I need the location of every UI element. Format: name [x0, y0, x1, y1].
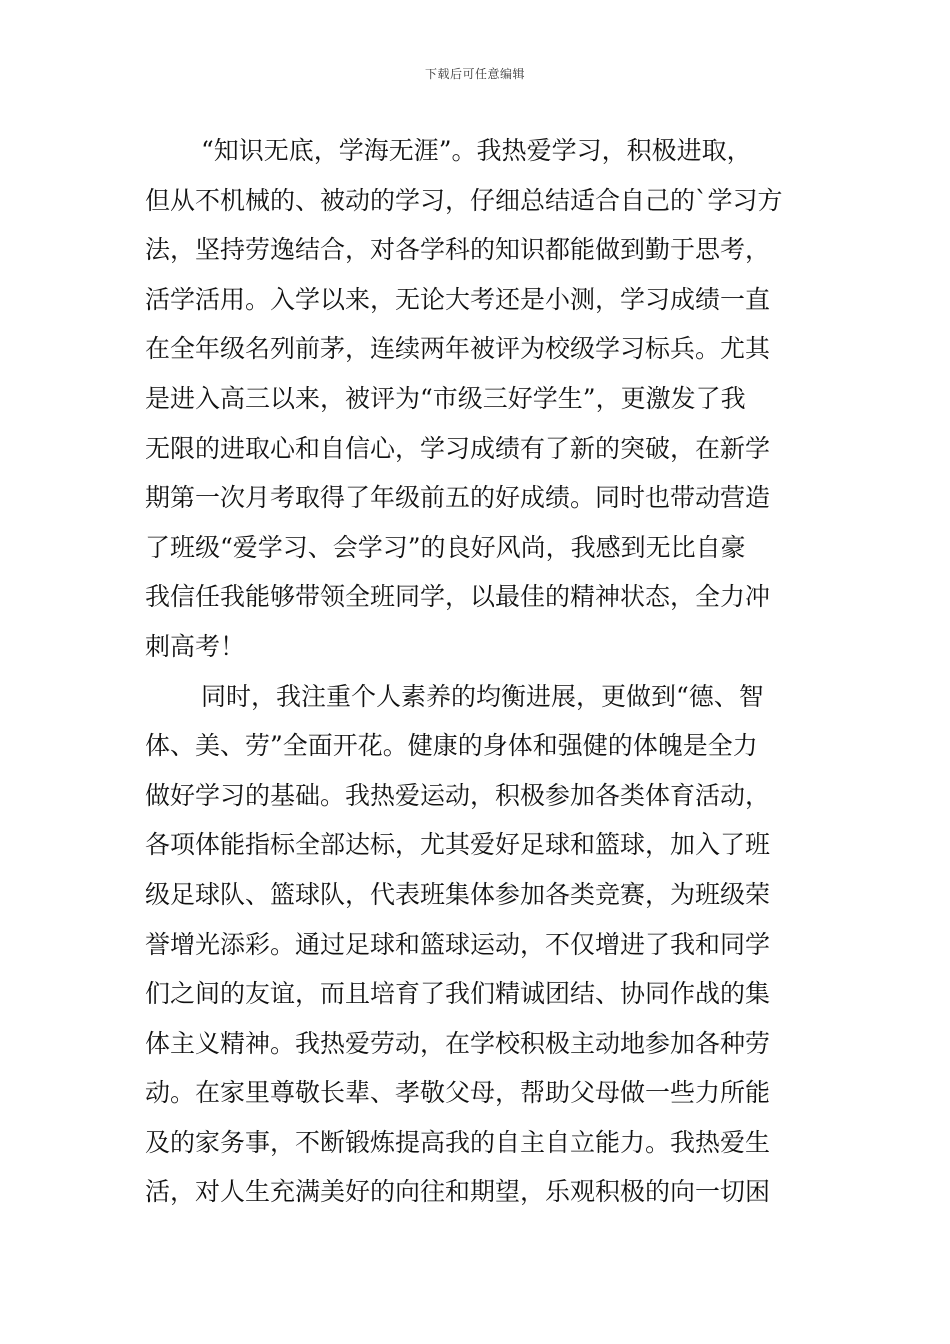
text-line: 各项体能指标全部达标，尤其爱好足球和篮球，加入了班 — [145, 830, 771, 860]
text-line: 誉增光添彩。通过足球和篮球运动，不仅增进了我和同学 — [145, 929, 771, 959]
text-line: 及的家务事，不断锻炼提高我的自主自立能力。我热爱生 — [145, 1127, 771, 1157]
text-line: 活学活用。入学以来，无论大考还是小测，学习成绩一直 — [145, 284, 771, 314]
text-line: 同时，我注重个人素养的均衡进展，更做到“德、智 — [201, 681, 764, 711]
text-line: 们之间的友谊，而且培育了我们精诚团结、协同作战的集 — [145, 979, 771, 1009]
text-line: 无限的进取心和自信心，学习成绩有了新的突破，在新学 — [145, 433, 771, 463]
paragraph-1 — [145, 126, 805, 672]
text-line: 体、美、劳”全面开花。健康的身体和强健的体魄是全力 — [145, 731, 758, 761]
text-line: “知识无底，学海无涯”。我热爱学习，积极进取， — [201, 136, 752, 165]
text-line: 体主义精神。我热爱劳动，在学校积极主动地参加各种劳 — [145, 1028, 771, 1058]
paragraph-2 — [145, 672, 805, 1218]
text-line: 但从不机械的、被动的学习，仔细总结适合自己的`学习方 — [145, 185, 783, 215]
text-line: 刺高考！ — [145, 631, 246, 661]
text-line: 做好学习的基础。我热爱运动，积极参加各类体育活动， — [145, 780, 771, 810]
text-line: 我信任我能够带领全班同学，以最佳的精神状态，全力冲 — [145, 582, 771, 612]
text-line: 级足球队、篮球队，代表班集体参加各类竞赛，为班级荣 — [145, 879, 771, 909]
text-line: 是进入高三以来，被评为“市级三好学生”，更激发了我 — [145, 383, 746, 413]
text-line: 法，坚持劳逸结合，对各学科的知识都能做到勤于思考， — [145, 235, 771, 265]
text-line: 期第一次月考取得了年级前五的好成绩。同时也带动营造 — [145, 483, 771, 513]
text-line: 活，对人生充满美好的向往和期望，乐观积极的向一切困 — [145, 1177, 771, 1207]
page-header: 下载后可任意编辑 — [424, 67, 525, 81]
text-line: 在全年级名列前茅，连续两年被评为校级学习标兵。尤其 — [145, 334, 771, 364]
text-line: 动。在家里尊敬长辈、孝敬父母，帮助父母做一些力所能 — [145, 1078, 771, 1108]
text-line: 了班级“爱学习、会学习”的良好风尚，我感到无比自豪 — [145, 532, 746, 562]
document-body — [145, 126, 805, 1217]
